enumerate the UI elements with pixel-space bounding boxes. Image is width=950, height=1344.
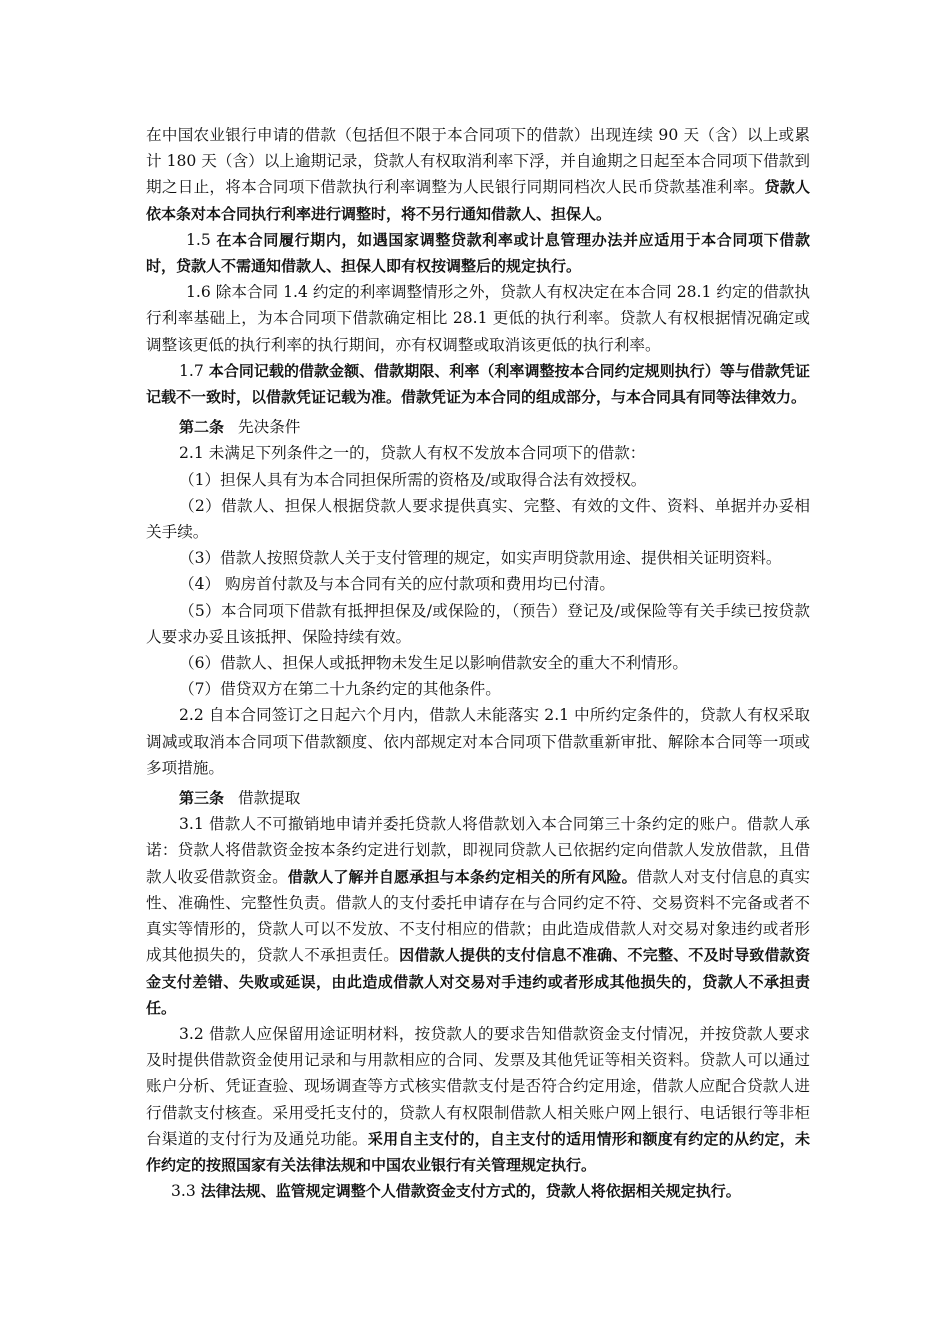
condition-item-5: （5）本合同项下借款有抵押担保及/或保险的，（预告）登记及/或保险等有关手续已按贷款人要求办妥且该抵押、保险持续有效。 <box>146 601 810 646</box>
bold-text: 法律法规、监管规定调整个人借款资金支付方式的，贷款人将依据相关规定执行。 <box>200 1182 741 1201</box>
article-2-heading: 第二条 先决条件 <box>179 418 301 437</box>
clause-2-1: 2.1 未满足下列条件之一的，贷款人有权不发放本合同项下的借款： <box>179 444 646 463</box>
condition-item-7: （7）借贷双方在第二十九条约定的其他条件。 <box>179 680 501 699</box>
clause-1-5: 1.5 在本合同履行期内，如遇国家调整贷款利率或计息管理办法并应适用于本合同项下借款时，贷款人不需通知借款人、担保人即有权按调整后的规定执行。 <box>146 230 810 276</box>
condition-item-1: （1）担保人具有为本合同担保所需的资格及/或取得合法有效授权。 <box>179 470 647 489</box>
condition-item-2: （2）借款人、担保人根据贷款人要求提供真实、完整、有效的文件、资料、单据并办妥相关手续。 <box>146 496 810 542</box>
clause-3-2: 3.2 借款人应保留用途证明材料，按贷款人的要求告知借款资金支付情况，并按贷款人要求及时提供借款资金使用记录和与用款相应的合同、发票及其他凭证等相关资料。贷款人可以通过账户分析、凭证查验、现场调查等方式核实借款支付是否符合约定用途，借款人应配合贷款人进行借款支付核查。采用受托支付的，贷款人有权限制借款人相关账户网上银行、电话银行等非柜台渠道的支付行为及通兑功能。采用自主支付的，自主支付的适用情形和额度有约定的从约定，未作约定的按照国家有关法律法规和中国农业银行有关管理规定执行。 <box>146 1024 810 1174</box>
clause-1-4-continuation: 在中国农业银行申请的借款（包括但不限于本合同项下的借款）出现连续 90 天（含）以上或累计 180 天（含）以上逾期记录，贷款人有权取消利率下浮，并自逾期之日起至本合同项下借款到期之日止，将本合同项下借款执行利率调整为人民银行同期同档次人民币贷款基准利率。贷款人依本条对本合同执行利率进行调整时，将不另行通知借款人、担保人。 <box>146 126 810 223</box>
bold-text: 在本合同履行期内，如遇国家调整贷款利率或计息管理办法并应适用于本合同项下借款时，贷款人不需通知借款人、担保人即有权按调整后的规定执行。 <box>146 230 810 276</box>
condition-item-3: （3）借款人按照贷款人关于支付管理的规定，如实声明贷款用途、提供相关证明资料。 <box>179 549 782 568</box>
bold-text: 本合同记载的借款金额、借款期限、利率（利率调整按本合同约定规则执行）等与借款凭证记载不一致时，以借款凭证记载为准。借款凭证为本合同的组成部分，与本合同具有同等法律效力。 <box>146 361 810 407</box>
bold-text: 采用自主支付的，自主支付的适用情形和额度有约定的从约定，未作约定的按照国家有关法律法规和中国农业银行有关管理规定执行。 <box>146 1129 810 1174</box>
article-3-heading: 第三条 借款提取 <box>179 789 301 808</box>
bold-text: 借款人了解并自愿承担与本条约定相关的所有风险。 <box>287 867 637 886</box>
clause-1-7: 1.7 本合同记载的借款金额、借款期限、利率（利率调整按本合同约定规则执行）等与借款凭证记载不一致时，以借款凭证记载为准。借款凭证为本合同的组成部分，与本合同具有同等法律效力。 <box>146 361 810 407</box>
clause-3-1: 3.1 借款人不可撤销地申请并委托贷款人将借款划入本合同第三十条约定的账户。借款人承诺：贷款人将借款资金按本条约定进行划款，即视同贷款人已依据约定向借款人发放借款，且借款人收妥借款资金。借款人了解并自愿承担与本条约定相关的所有风险。借款人对支付信息的真实性、准确性、完整性负责。借款人的支付委托申请存在与合同约定不符、交易资料不完备或者不真实等情形的，贷款人可以不发放、不支付相应的借款；由此造成借款人对交易对象违约或者形成其他损失的，贷款人不承担责任。因借款人提供的支付信息不准确、不完整、不及时导致借款资金支付差错、失败或延误，由此造成借款人对交易对手违约或者形成其他损失的，贷款人不承担责任。 <box>146 815 810 1017</box>
condition-item-4: （4） 购房首付款及与本合同有关的应付款项和费用均已付清。 <box>179 575 615 594</box>
bold-text: 因借款人提供的支付信息不准确、不完整、不及时导致借款资金支付差错、失败或延误，由此造成借款人对交易对手违约或者形成其他损失的，贷款人不承担责任。 <box>146 946 810 1017</box>
clause-2-2: 2.2 自本合同签订之日起六个月内，借款人未能落实 2.1 中所约定条件的，贷款人有权采取调减或取消本合同项下借款额度、依内部规定对本合同项下借款重新审批、解除本合同等一项或多项措施。 <box>146 706 810 777</box>
clause-3-3: 3.3 法律法规、监管规定调整个人借款资金支付方式的，贷款人将依据相关规定执行。 <box>171 1182 741 1201</box>
clause-1-6: 1.6 除本合同 1.4 约定的利率调整情形之外，贷款人有权决定在本合同 28.1 约定的借款执行利率基础上，为本合同项下借款确定相比 28.1 更低的执行利率。贷款人有权根据情况确定或调整该更低的执行利率的执行期间，亦有权调整或取消该更低的执行利率。 <box>146 283 810 354</box>
bold-text: 贷款人依本条对本合同执行利率进行调整时，将不另行通知借款人、担保人。 <box>146 178 810 223</box>
document-body <box>146 122 810 1204</box>
condition-item-6: （6）借款人、担保人或抵押物未发生足以影响借款安全的重大不利情形。 <box>179 654 688 673</box>
